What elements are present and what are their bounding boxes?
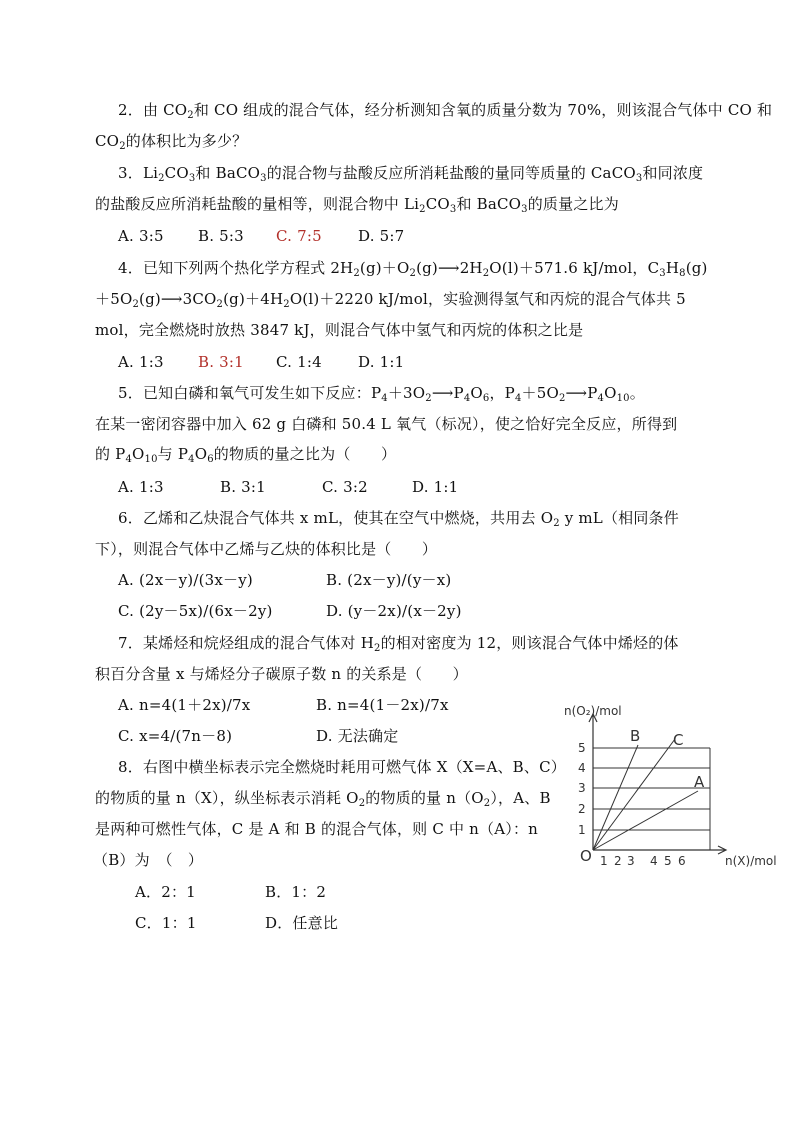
q3-option-d: D. 5:7 xyxy=(358,227,405,245)
q3-options xyxy=(118,226,404,246)
q5-option-a: A. 1:3 xyxy=(118,478,164,496)
y-tick-3: 3 xyxy=(578,781,586,795)
q8-option-b: B．1：2 xyxy=(265,883,327,901)
line-c xyxy=(593,739,675,850)
line-label-c: C xyxy=(673,731,684,749)
q4-option-c: C. 1:4 xyxy=(276,353,322,371)
x-tick-4: 4 xyxy=(650,854,658,868)
q3-line-1: 3．$Li_2CO_3$和 BaCO$_3$的混合物与盐酸反应所消耗盐酸的量同等质量的 CaCO$_3$和同浓度 xyxy=(118,164,704,184)
graph-y-label: n(O₂)/mol xyxy=(564,704,622,718)
q5-option-c: C. 3:2 xyxy=(322,478,368,496)
q5-option-b: B. 3:1 xyxy=(220,478,266,496)
graph-origin-label: O xyxy=(580,847,592,865)
q4-line-1: 4．已知下列两个热化学方程式 $2H_2(g)+O_2(g)⟶2H_2O(l)+571.6$ kJ/mol，$C_3H_8(g)$ xyxy=(118,259,708,279)
q6-option-b: B. (2x－y)/(y－x) xyxy=(326,571,452,589)
q8-options-row-1 xyxy=(135,882,326,902)
q4-option-b-answer: B. 3:1 xyxy=(198,353,244,371)
line-a xyxy=(593,791,698,850)
q4-line-2: $+5O_2(g)⟶3CO_2(g)+4H_2O(l)+2220$ kJ/mol，实验测得氢气和丙烷的混合气体共 5 xyxy=(95,290,686,310)
q6-options-row-1 xyxy=(118,570,451,590)
q4-line-3: mol，完全燃烧时放热 3847 kJ，则混合气体中氢气和丙烷的体积之比是 xyxy=(95,321,584,339)
q8-graph xyxy=(560,705,775,870)
q7-options-row-1 xyxy=(118,695,449,715)
graph-x-label: n(X)/mol xyxy=(725,854,777,868)
q3-option-a: A. 3:5 xyxy=(118,227,164,245)
q6-options-row-2 xyxy=(118,601,462,621)
q8-option-d: D．任意比 xyxy=(265,914,339,932)
q3-option-c-answer: C. 7:5 xyxy=(276,227,322,245)
y-tick-1: 1 xyxy=(578,823,586,837)
q6-option-a: A. (2x－y)/(3x－y) xyxy=(118,571,253,589)
q2-line-1: 2．由 $CO_2$和 CO 组成的混合气体，经分析测知含氧的质量分数为 70%，则该混合气体中 CO 和 xyxy=(118,101,773,121)
q4-options xyxy=(118,352,404,372)
line-label-a: A xyxy=(694,773,705,791)
q6-option-d: D. (y－2x)/(x－2y) xyxy=(326,602,462,620)
q5-options xyxy=(118,477,458,497)
x-tick-5: 5 xyxy=(664,854,672,868)
x-tick-6: 6 xyxy=(678,854,686,868)
q8-graph-svg xyxy=(560,705,775,870)
q7-line-2: 积百分含量 x 与烯烃分子碳原子数 n 的关系是（ ） xyxy=(95,665,468,683)
q6-line-1: 6．乙烯和乙炔混合气体共 x mL，使其在空气中燃烧，共用去 $O_2$ y mL（相同条件 xyxy=(118,509,679,529)
q4-option-a: A. 1:3 xyxy=(118,353,164,371)
q7-line-1: 7．某烯烃和烷烃组成的混合气体对 $H_2$的相对密度为 12，则该混合气体中烯烃的体 xyxy=(118,634,679,654)
q8-line-1: 8．右图中横坐标表示完全燃烧时耗用可燃气体 X（X=A、B、C） xyxy=(118,758,566,776)
q7-options-row-2 xyxy=(118,726,398,746)
q5-option-d: D. 1:1 xyxy=(412,478,459,496)
q4-option-d: D. 1:1 xyxy=(358,353,405,371)
q6-option-c: C. (2y－5x)/(6x－2y) xyxy=(118,602,273,620)
q8-line-4: （B）为 （ ） xyxy=(93,851,204,869)
graph-grid xyxy=(593,748,710,850)
q7-option-c: C. x=4/(7n－8) xyxy=(118,727,233,745)
q6-line-2: 下），则混合气体中乙烯与乙炔的体积比是（ ） xyxy=(95,540,438,558)
graph-lines xyxy=(593,739,698,850)
q8-options-row-2 xyxy=(135,913,338,933)
q5-line-2: 在某一密闭容器中加入 62 g 白磷和 50.4 L 氧气（标况），使之恰好完全反应，所得到 xyxy=(95,415,678,433)
q3-line-2: 的盐酸反应所消耗盐酸的量相等，则混合物中 $Li_2CO_3$和 BaCO$_3$的质量之比为 xyxy=(95,195,619,215)
q8-option-a: A．2：1 xyxy=(135,883,196,901)
q2-line-2: $CO_2$的体积比为多少？ xyxy=(95,132,248,152)
q7-option-b: B. n=4(1－2x)/7x xyxy=(316,696,449,714)
y-tick-4: 4 xyxy=(578,761,586,775)
graph-axes xyxy=(589,714,726,854)
q7-option-d: D. 无法确定 xyxy=(316,727,399,745)
q5-line-1: 5．已知白磷和氧气可发生如下反应：$P_4+3O_2⟶P_4O_6$，$P_4+5O_2⟶P_4O_{10}$。 xyxy=(118,384,645,404)
q7-option-a: A. n=4(1＋2x)/7x xyxy=(118,696,251,714)
line-label-b: B xyxy=(630,727,641,745)
q8-line-3: 是两种可燃性气体，C 是 A 和 B 的混合气体，则 C 中 n（A）：n xyxy=(95,820,539,838)
x-tick-1: 1 xyxy=(600,854,608,868)
q3-option-b: B. 5:3 xyxy=(198,227,244,245)
q5-line-3: 的 $P_4O_{10}$与 $P_4O_6$的物质的量之比为（ ） xyxy=(95,445,397,465)
q8-option-c: C．1：1 xyxy=(135,914,197,932)
y-tick-5: 5 xyxy=(578,741,586,755)
x-tick-3: 3 xyxy=(627,854,635,868)
y-tick-2: 2 xyxy=(578,802,586,816)
q8-line-2: 的物质的量 n（X），纵坐标表示消耗 $O_2$的物质的量 $n(O_2)$，A、B xyxy=(95,789,551,809)
x-tick-2: 2 xyxy=(614,854,622,868)
